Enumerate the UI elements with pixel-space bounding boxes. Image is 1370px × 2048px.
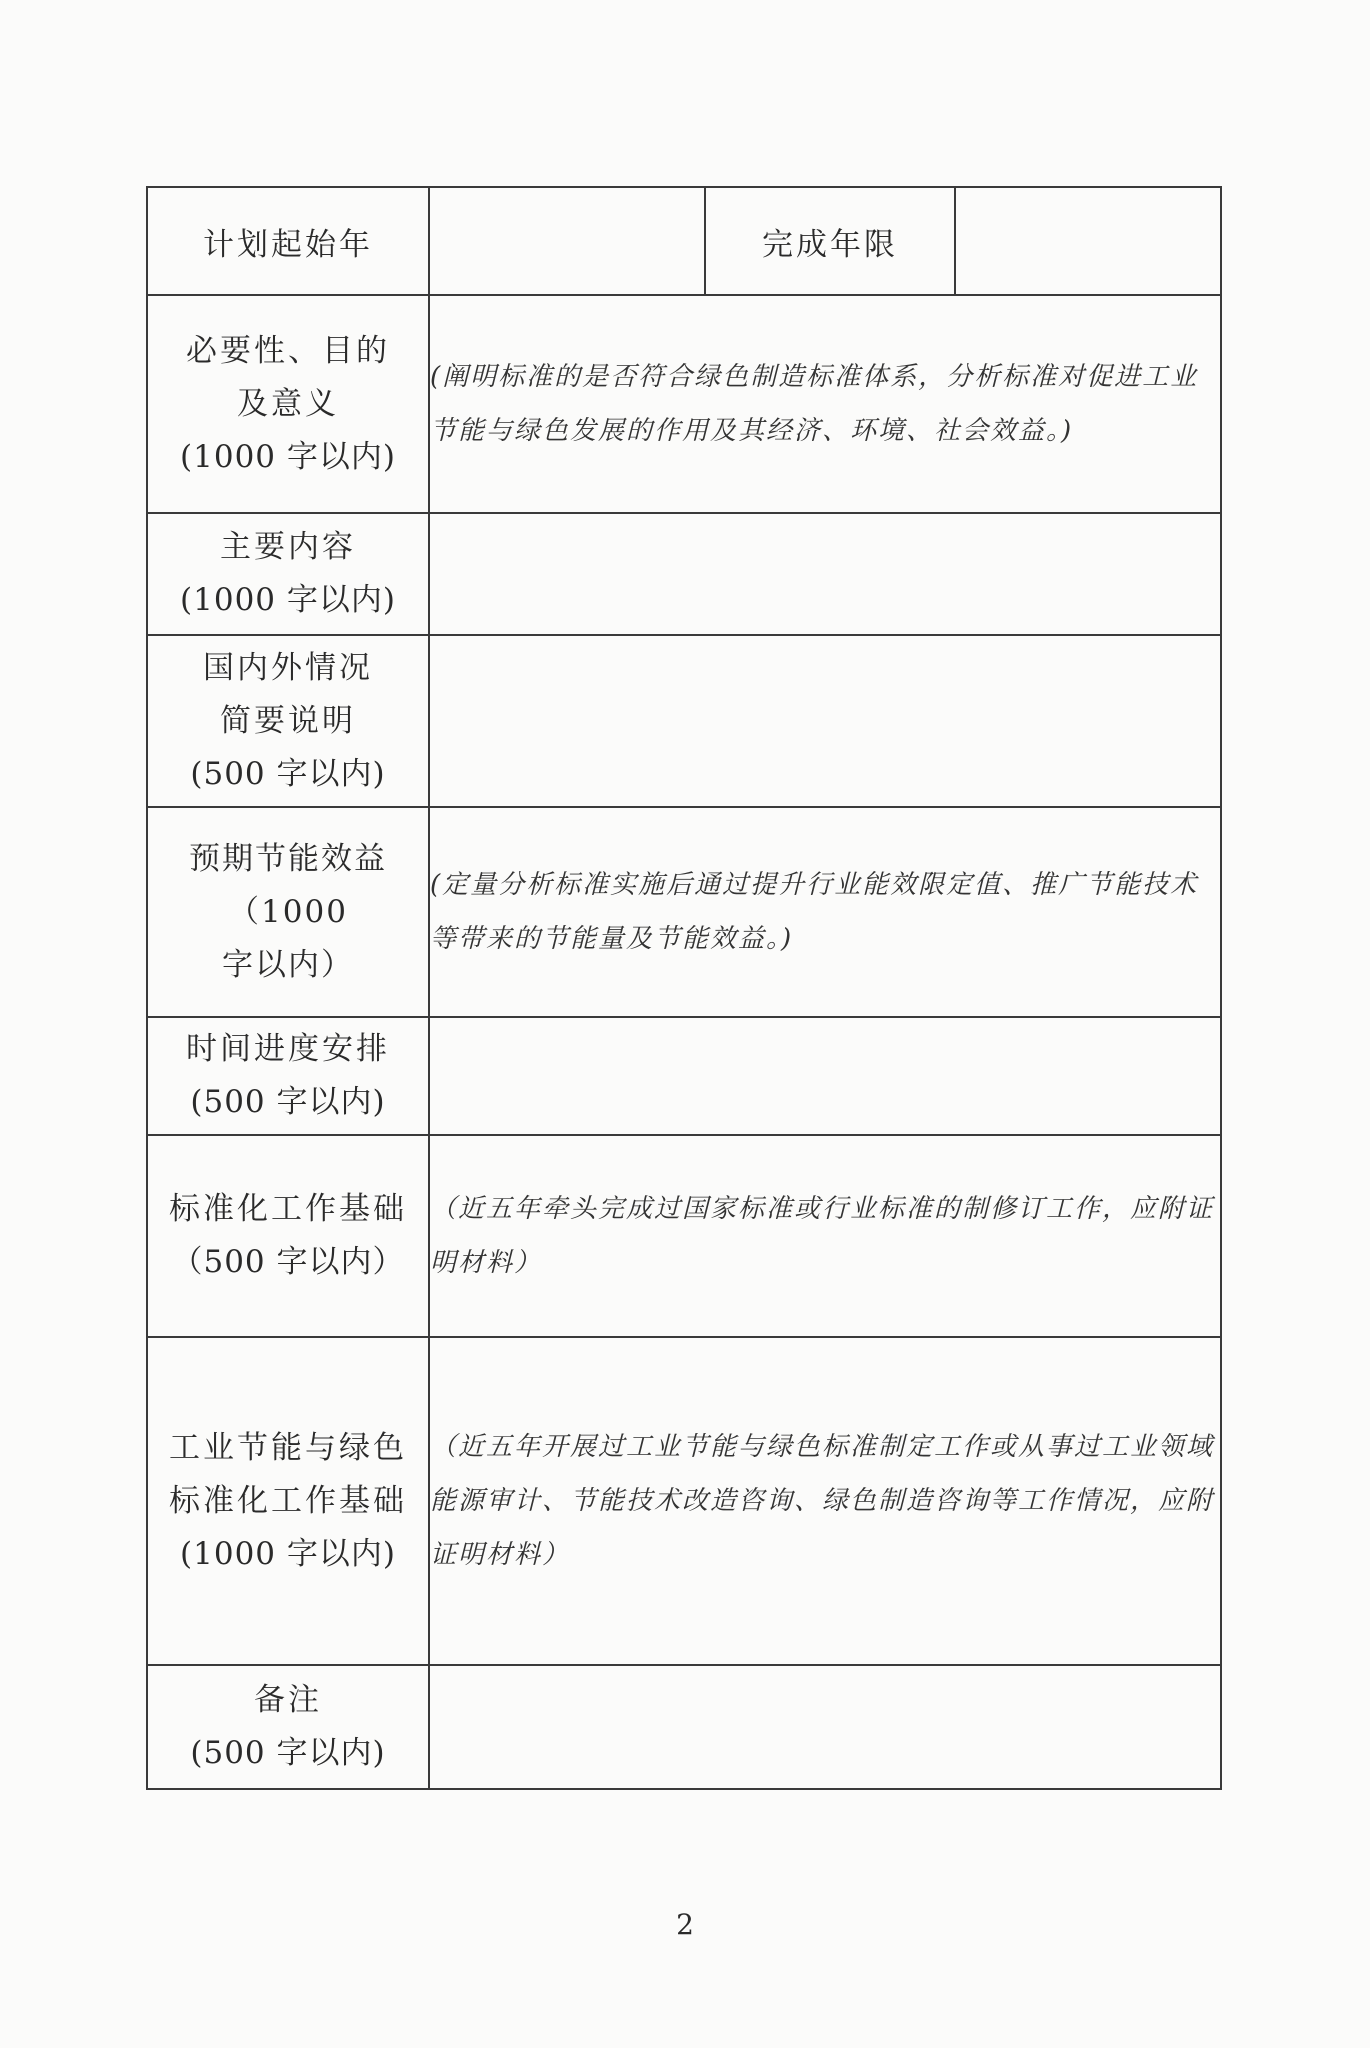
form-row-main-content [147,513,1221,635]
hint-text: (阐明标准的是否符合绿色制造标准体系，分析标准对促进工业节能与绿色发展的作用及其经济、环境、社会效益。) [430,362,1199,446]
row-field-necessity[interactable] [429,295,1221,513]
header-row [147,187,1221,295]
row-label-schedule: 时间进度安排 (500 字以内) [147,1017,429,1135]
form-row-schedule [147,1017,1221,1135]
row-field-green-standardization-basis[interactable] [429,1337,1221,1665]
row-field-domestic-foreign[interactable] [429,635,1221,807]
page-number: 2 [676,1908,694,1941]
row-field-energy-benefit[interactable] [429,807,1221,1017]
form-row-energy-benefit [147,807,1221,1017]
form-row-remarks [147,1665,1221,1789]
form-row-necessity [147,295,1221,513]
row-label-green-standardization-basis: 工业节能与绿色 标准化工作基础 (1000 字以内) [147,1337,429,1665]
hint-text: （近五年开展过工业节能与绿色标准制定工作或从事过工业领域能源审计、节能技术改造咨询、绿色制造咨询等工作情况，应附证明材料） [430,1432,1215,1570]
row-label-standardization-basis: 标准化工作基础 （500 字以内） [147,1135,429,1337]
row-field-remarks[interactable] [429,1665,1221,1789]
form-row-standardization-basis [147,1135,1221,1337]
row-label-main-content: 主要内容 (1000 字以内) [147,513,429,635]
form-row-green-standardization-basis [147,1337,1221,1665]
row-field-standardization-basis[interactable] [429,1135,1221,1337]
form-row-domestic-foreign [147,635,1221,807]
row-label-remarks: 备注 (500 字以内) [147,1665,429,1789]
row-field-schedule[interactable] [429,1017,1221,1135]
application-form-table [146,186,1222,1790]
row-label-necessity: 必要性、目的 及意义 (1000 字以内) [147,295,429,513]
row-label-energy-benefit: 预期节能效益（1000 字以内） [147,807,429,1017]
completion-field[interactable] [955,187,1221,295]
start-year-field[interactable] [429,187,705,295]
completion-label: 完成年限 [705,187,955,295]
hint-text: (定量分析标准实施后通过提升行业能效限定值、推广节能技术等带来的节能量及节能效益。) [430,870,1199,954]
row-field-main-content[interactable] [429,513,1221,635]
start-year-label: 计划起始年 [147,187,429,295]
row-label-domestic-foreign: 国内外情况 简要说明 (500 字以内) [147,635,429,807]
hint-text: （近五年牵头完成过国家标准或行业标准的制修订工作，应附证明材料） [430,1194,1215,1278]
